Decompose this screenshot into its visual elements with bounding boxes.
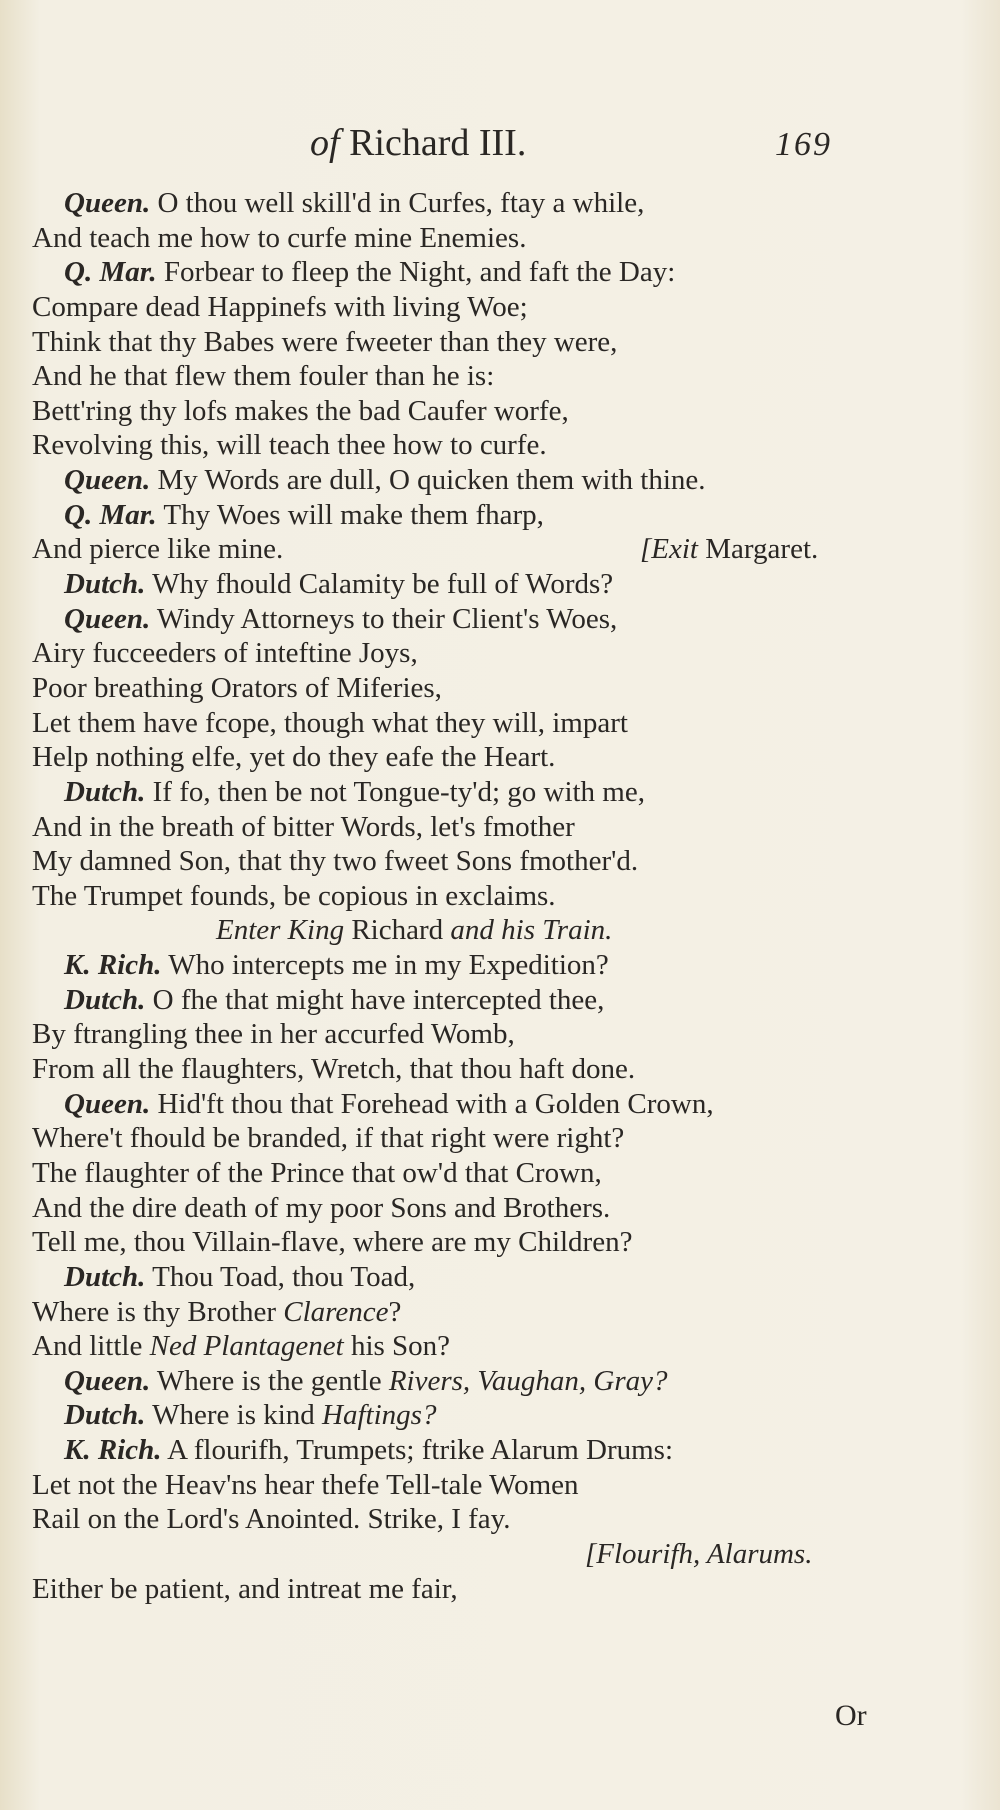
enter-train: and his Train. bbox=[450, 914, 613, 947]
line-text: Thy Woes will make them fharp, bbox=[156, 498, 544, 531]
text-line bbox=[0, 221, 1000, 256]
speaker-name: Dutch. bbox=[64, 1399, 146, 1432]
text-line bbox=[0, 602, 1000, 637]
speaker-name: Queen. bbox=[64, 187, 151, 219]
line-text: Who intercepts me in my Expedition? bbox=[161, 949, 609, 982]
enter-king: Enter King bbox=[216, 914, 345, 947]
line-text: Compare dead Happinefs with living Woe; bbox=[32, 290, 528, 323]
line-text: Thou Toad, thou Toad, bbox=[145, 1260, 416, 1293]
text-line bbox=[0, 1225, 1000, 1260]
text-line bbox=[0, 498, 1000, 533]
speaker-name: Dutch. bbox=[64, 1260, 146, 1293]
line-text: If fo, then be not Tongue-ty'd; go with me, bbox=[145, 775, 645, 808]
line-text: Let not the Heav'ns hear thefe Tell-tale Women bbox=[32, 1468, 579, 1501]
text-line bbox=[0, 844, 1000, 879]
text-line bbox=[0, 567, 1000, 602]
text-line bbox=[0, 1087, 1000, 1122]
text-line bbox=[0, 186, 1000, 221]
line-text: Revolving this, will teach thee how to curfe. bbox=[32, 429, 547, 462]
text-line bbox=[0, 879, 1000, 914]
line-text: Bett'ring thy lofs makes the bad Caufer worfe, bbox=[32, 394, 569, 427]
text-line bbox=[0, 290, 1000, 325]
text-line bbox=[0, 740, 1000, 775]
text-line bbox=[0, 775, 1000, 810]
line-text: And in the breath of bitter Words, let's fmother bbox=[32, 810, 575, 843]
line-text: Where is the gentle bbox=[150, 1364, 389, 1397]
text-line bbox=[0, 394, 1000, 429]
text-line bbox=[0, 359, 1000, 394]
speaker-name: Dutch. bbox=[64, 568, 146, 601]
stage-direction-exit bbox=[640, 532, 818, 567]
text-line bbox=[0, 636, 1000, 671]
text-line bbox=[0, 1468, 1000, 1503]
line-text: Think that thy Babes were fweeter than they were, bbox=[32, 325, 618, 358]
text-line bbox=[0, 810, 1000, 845]
line-text: And he that flew them fouler than he is: bbox=[32, 360, 495, 393]
text-line bbox=[0, 1572, 1000, 1607]
line-text: Poor breathing Orators of Miferies, bbox=[32, 671, 442, 704]
line-text: Windy Attorneys to their Client's Woes, bbox=[150, 602, 618, 635]
line-text: And teach me how to curfe mine Enemies. bbox=[32, 221, 527, 254]
exit-word: [Exit bbox=[640, 533, 698, 566]
line-text: By ftrangling thee in her accurfed Womb, bbox=[32, 1018, 515, 1051]
text-line bbox=[0, 1398, 1000, 1433]
text-line bbox=[0, 671, 1000, 706]
text-line bbox=[0, 1364, 1000, 1399]
text-line bbox=[0, 1191, 1000, 1226]
italic-name: Rivers, Vaughan, Gray? bbox=[388, 1364, 668, 1397]
italic-name: Haftings? bbox=[322, 1399, 437, 1432]
text-line bbox=[0, 1121, 1000, 1156]
line-text: The flaughter of the Prince that ow'd that Crown, bbox=[32, 1156, 602, 1189]
text-line bbox=[0, 983, 1000, 1018]
speaker-name: Queen. bbox=[64, 464, 151, 497]
line-text: And the dire death of my poor Sons and Brothers. bbox=[32, 1191, 611, 1224]
line-text: The Trumpet founds, be copious in exclaims. bbox=[32, 879, 556, 912]
speaker-name: K. Rich. bbox=[64, 1434, 162, 1467]
line-text: Where is thy Brother bbox=[32, 1295, 284, 1328]
line-text: My Words are dull, O quicken them with thine. bbox=[150, 464, 706, 497]
text-line bbox=[0, 463, 1000, 498]
text-line bbox=[0, 1260, 1000, 1295]
page-header bbox=[0, 118, 1000, 168]
line-text: Where't fhould be branded, if that right were right? bbox=[32, 1122, 625, 1155]
line-text: Either be patient, and intreat me fair, bbox=[32, 1572, 458, 1605]
speaker-name: K. Rich. bbox=[64, 949, 162, 982]
speaker-name: Q. Mar. bbox=[64, 256, 157, 289]
text-line bbox=[0, 255, 1000, 290]
line-text: A flourifh, Trumpets; ftrike Alarum Drums: bbox=[161, 1434, 674, 1467]
line-text-after: his Son? bbox=[343, 1330, 451, 1363]
speaker-name: Queen. bbox=[64, 602, 151, 635]
stage-direction-flourish-line bbox=[0, 1537, 1000, 1572]
italic-name: Clarence bbox=[283, 1295, 389, 1328]
text-line bbox=[0, 532, 1000, 567]
stage-direction-flourish: [Flourifh, Alarums. bbox=[585, 1537, 813, 1570]
line-text: And little bbox=[32, 1330, 150, 1363]
text-line bbox=[0, 428, 1000, 463]
text-line bbox=[0, 948, 1000, 983]
line-text: Help nothing elfe, yet do they eafe the Heart. bbox=[32, 741, 556, 774]
running-title bbox=[310, 118, 526, 168]
text-line bbox=[0, 1433, 1000, 1468]
text-line bbox=[0, 1295, 1000, 1330]
line-text: O fhe that might have intercepted thee, bbox=[145, 983, 605, 1016]
line-text: Tell me, thou Villain-flave, where are my Children? bbox=[32, 1226, 633, 1259]
line-text: From all the flaughters, Wretch, that thou haft done. bbox=[32, 1053, 636, 1086]
catchword: Or bbox=[835, 1699, 867, 1732]
page-number: 169 bbox=[775, 126, 832, 163]
enter-character: Richard bbox=[344, 914, 451, 947]
text-line bbox=[0, 325, 1000, 360]
text-line bbox=[0, 1017, 1000, 1052]
line-text: Airy fucceeders of inteftine Joys, bbox=[32, 637, 418, 670]
running-title-name: Richard III. bbox=[349, 122, 527, 164]
speaker-name: Q. Mar. bbox=[64, 498, 157, 531]
speaker-name: Dutch. bbox=[64, 983, 146, 1016]
speaker-name: Queen. bbox=[64, 1364, 151, 1397]
text-line bbox=[0, 1052, 1000, 1087]
speaker-name: Queen. bbox=[64, 1087, 151, 1120]
text-line bbox=[0, 706, 1000, 741]
line-text: And pierce like mine. bbox=[32, 533, 284, 566]
play-text bbox=[0, 186, 1000, 1606]
line-text: O thou well skill'd in Curfes, ftay a while, bbox=[150, 187, 645, 219]
italic-name: Ned Plantagenet bbox=[149, 1330, 344, 1363]
line-text: Rail on the Lord's Anointed. Strike, I fay. bbox=[32, 1503, 511, 1536]
speaker-name: Dutch. bbox=[64, 775, 146, 808]
line-text: My damned Son, that thy two fweet Sons fmother'd. bbox=[32, 845, 639, 878]
line-text: Where is kind bbox=[145, 1399, 323, 1432]
text-line bbox=[0, 1502, 1000, 1537]
line-text: Hid'ft thou that Forehead with a Golden Crown, bbox=[150, 1087, 714, 1120]
stage-direction-enter bbox=[0, 913, 1000, 948]
line-text: Why fhould Calamity be full of Words? bbox=[145, 568, 614, 601]
line-text: Let them have fcope, though what they will, impart bbox=[32, 706, 628, 739]
text-line bbox=[0, 1156, 1000, 1191]
exit-character: Margaret. bbox=[698, 533, 819, 566]
line-text: Forbear to fleep the Night, and faft the Day: bbox=[156, 256, 676, 289]
text-line bbox=[0, 1329, 1000, 1364]
line-text-after: ? bbox=[388, 1295, 402, 1328]
running-title-of: of bbox=[310, 122, 340, 164]
